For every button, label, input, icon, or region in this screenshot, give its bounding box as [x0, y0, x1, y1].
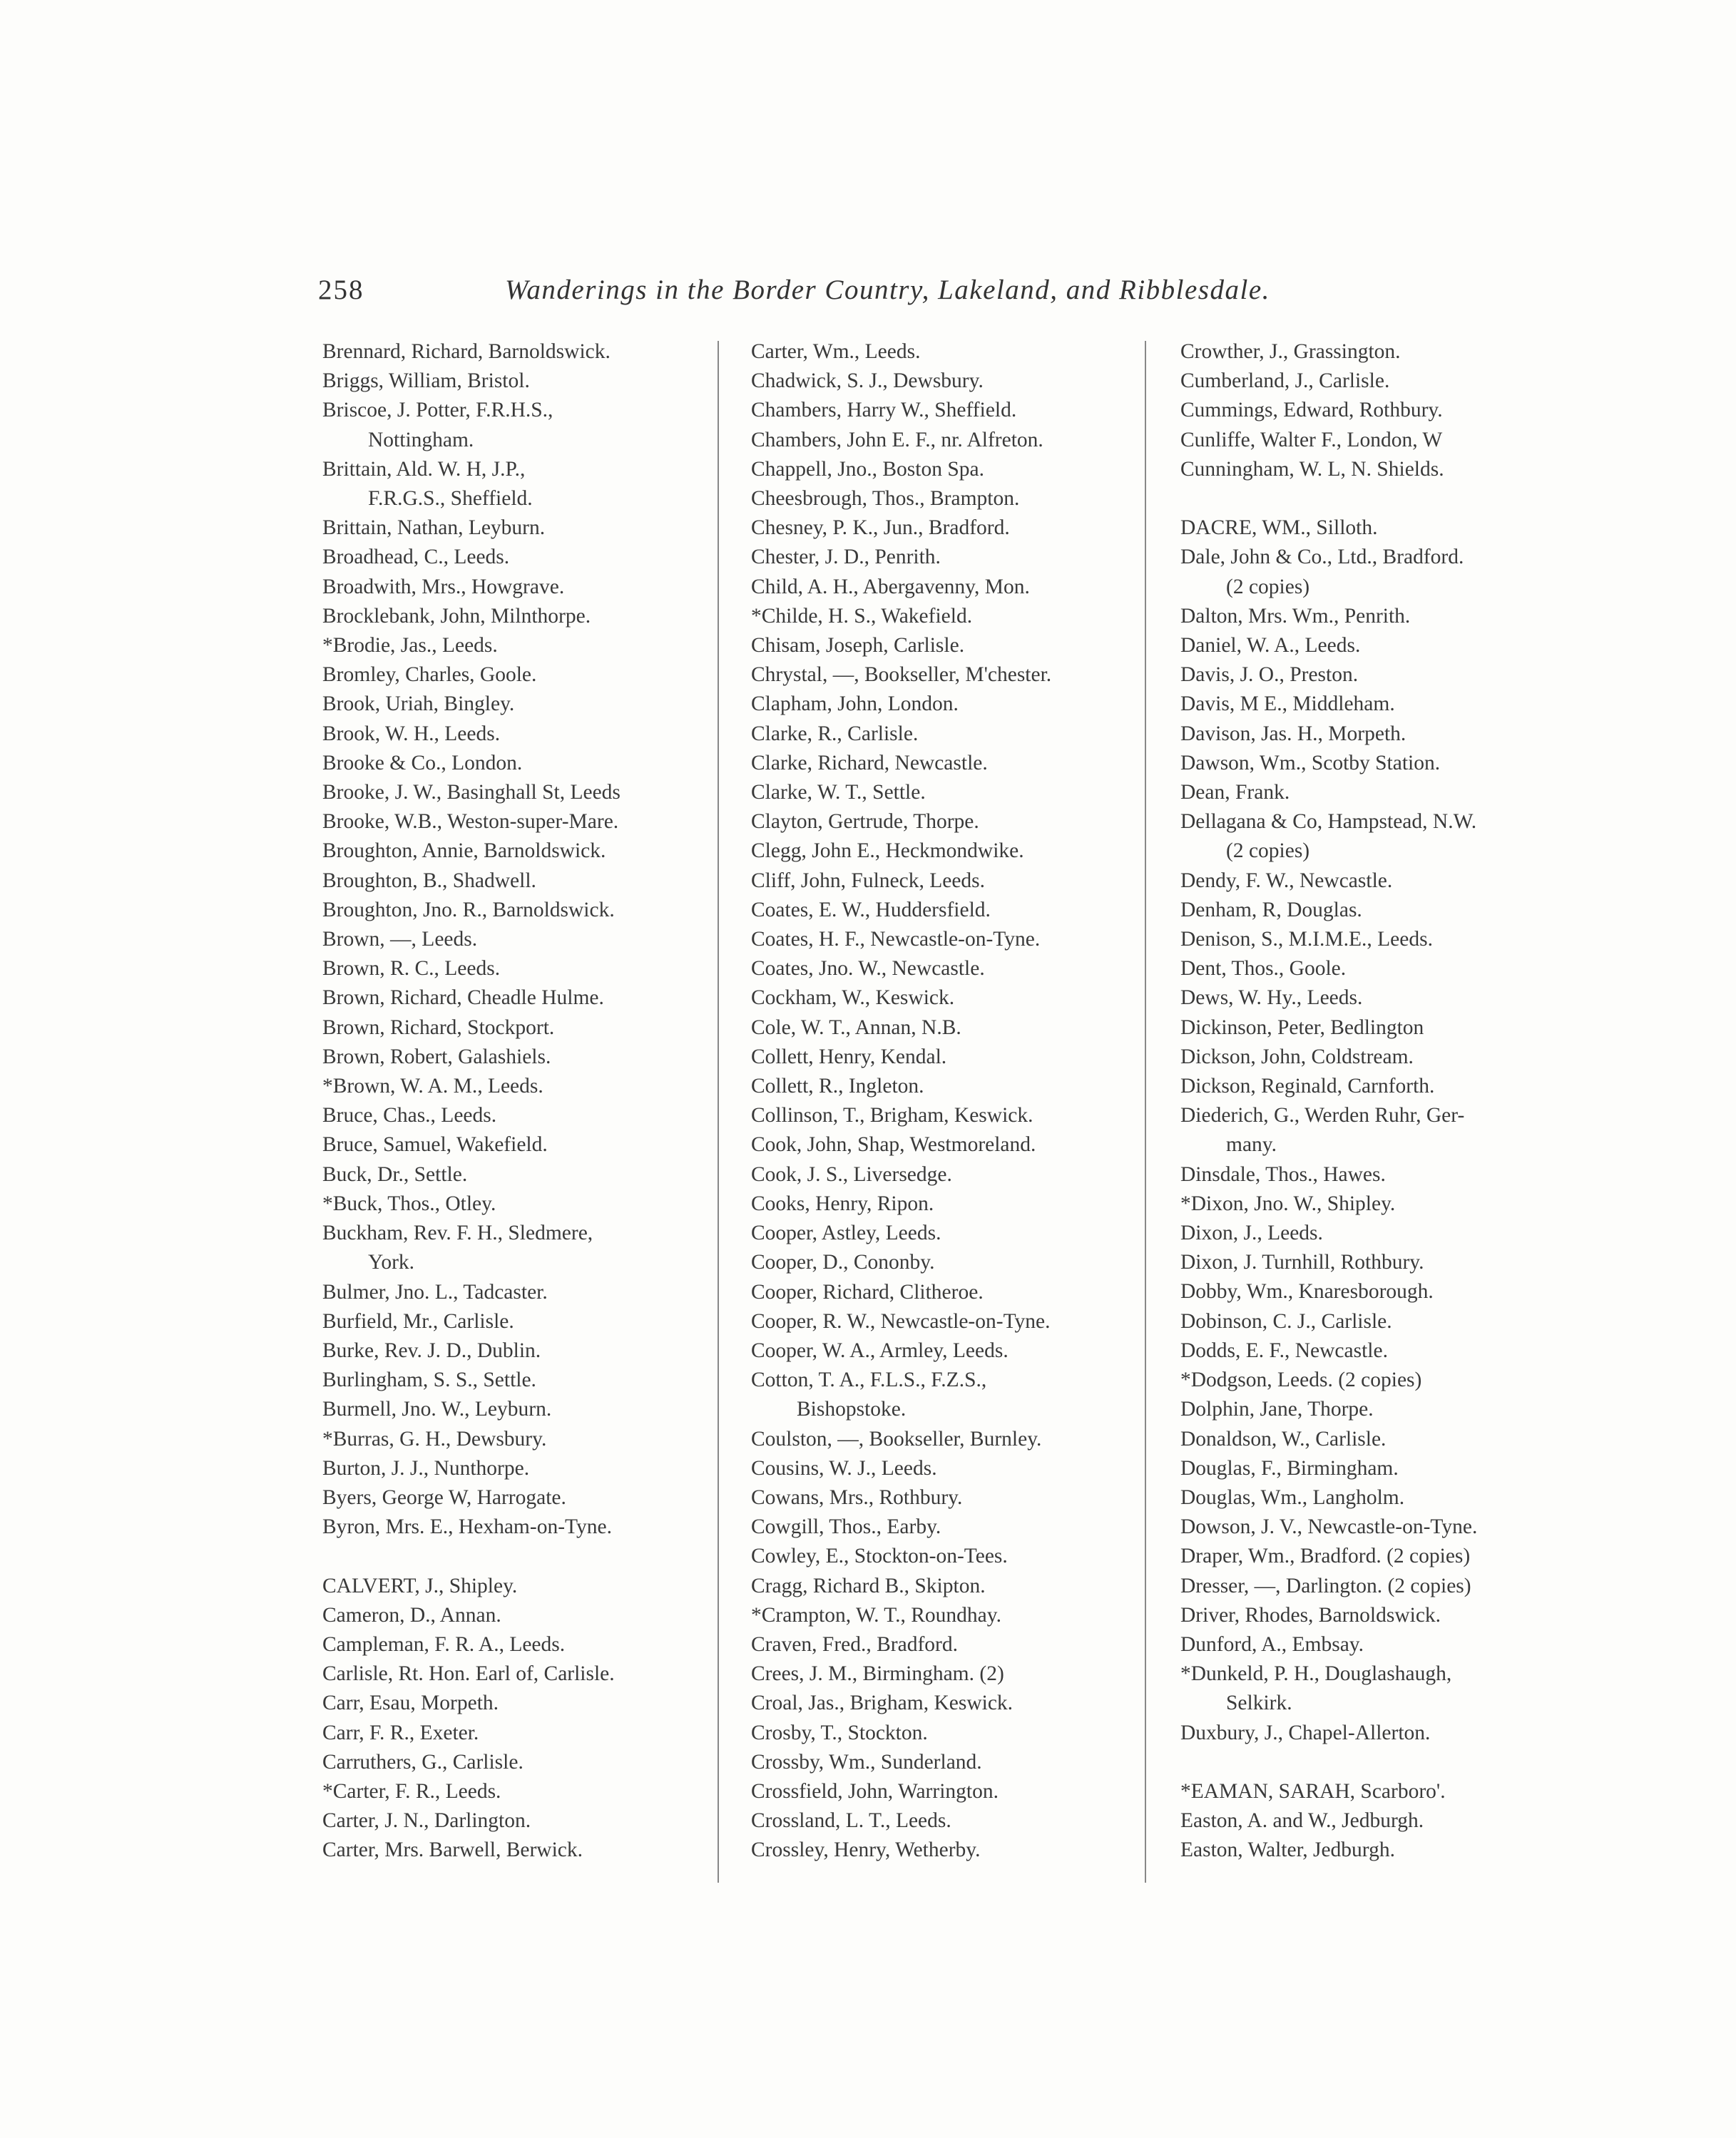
subscriber-entry: Cooper, D., Cononby. [751, 1251, 935, 1274]
subscriber-entry: Cooper, R. W., Newcastle-on-Tyne. [751, 1309, 1051, 1333]
subscriber-entry: (2 copies) [1226, 839, 1310, 863]
subscriber-entry: Crees, J. M., Birmingham. (2) [751, 1662, 1004, 1686]
subscriber-entry: Dews, W. Hy., Leeds. [1180, 986, 1363, 1010]
subscriber-entry: Dixon, J., Leeds. [1180, 1222, 1323, 1245]
subscriber-entry: *Buck, Thos., Otley. [322, 1192, 496, 1215]
subscriber-entry [322, 1542, 700, 1571]
subscriber-entry: Cliff, John, Fulneck, Leeds. [751, 869, 986, 892]
subscriber-entry: Cockham, W., Keswick. [751, 986, 955, 1010]
subscriber-entry: York. [368, 1251, 415, 1274]
subscriber-entry: Bishopstoke. [797, 1398, 907, 1421]
subscriber-entry: Brittain, Nathan, Leyburn. [322, 516, 546, 540]
subscriber-entry: Brown, Richard, Cheadle Hulme. [322, 986, 604, 1010]
subscriber-entry: Duxbury, J., Chapel-Allerton. [1180, 1721, 1431, 1744]
subscriber-entry: Broughton, Jno. R., Barnoldswick. [322, 898, 615, 921]
subscriber-entry: Crosby, T., Stockton. [751, 1721, 928, 1744]
subscriber-entry: Cotton, T. A., F.L.S., F.Z.S., [751, 1369, 987, 1392]
subscriber-entry: Selkirk. [1226, 1692, 1292, 1715]
subscriber-entry: Bromley, Charles, Goole. [322, 663, 537, 687]
subscriber-entry: Dresser, —, Darlington. (2 copies) [1180, 1574, 1471, 1597]
subscriber-entry: CALVERT, J., Shipley. [322, 1574, 518, 1597]
subscriber-entry: Collinson, T., Brigham, Keswick. [751, 1104, 1033, 1127]
subscriber-entry: Crossland, L. T., Leeds. [751, 1809, 951, 1833]
subscriber-entry: Cook, John, Shap, Westmoreland. [751, 1133, 1036, 1157]
subscriber-entry: Chesney, P. K., Jun., Bradford. [751, 516, 1010, 540]
subscriber-entry: Brittain, Ald. W. H, J.P., [322, 457, 526, 481]
subscriber-entry: Brown, Robert, Galashiels. [322, 1045, 551, 1068]
subscriber-entry: Carruthers, G., Carlisle. [322, 1750, 524, 1774]
subscriber-entry: Chisam, Joseph, Carlisle. [751, 634, 965, 658]
subscriber-entry: Broadwith, Mrs., Howgrave. [322, 575, 565, 598]
subscriber-entry: Nottingham. [368, 428, 474, 451]
subscriber-entry: *Dodgson, Leeds. (2 copies) [1180, 1369, 1422, 1392]
subscriber-entry: Dinsdale, Thos., Hawes. [1180, 1162, 1386, 1186]
subscriber-entry: Cook, J. S., Liversedge. [751, 1162, 952, 1186]
subscriber-entry: Cooks, Henry, Ripon. [751, 1192, 934, 1215]
subscriber-entry: Clegg, John E., Heckmondwike. [751, 839, 1024, 863]
subscriber-entry: Cole, W. T., Annan, N.B. [751, 1016, 961, 1039]
subscriber-entry: Crossley, Henry, Wetherby. [751, 1838, 981, 1862]
subscriber-entry: Dixon, J. Turnhill, Rothbury. [1180, 1251, 1424, 1274]
subscriber-entry: Chester, J. D., Penrith. [751, 546, 941, 569]
subscriber-entry: *Brown, W. A. M., Leeds. [322, 1075, 543, 1098]
subscriber-entry: Campleman, F. R. A., Leeds. [322, 1632, 566, 1656]
subscriber-entry: Briggs, William, Bristol. [322, 369, 530, 393]
subscriber-entry: many. [1226, 1133, 1277, 1157]
subscriber-entry: Bulmer, Jno. L., Tadcaster. [322, 1280, 548, 1304]
subscriber-entry: Dawson, Wm., Scotby Station. [1180, 751, 1441, 774]
subscriber-entry: *Burras, G. H., Dewsbury. [322, 1427, 547, 1451]
subscriber-entry: Coates, E. W., Huddersfield. [751, 898, 991, 921]
subscriber-entry: Coulston, —, Bookseller, Burnley. [751, 1427, 1042, 1451]
subscriber-entry: *Childe, H. S., Wakefield. [751, 604, 973, 628]
subscriber-entry: Dale, John & Co., Ltd., Bradford. [1180, 546, 1464, 569]
subscriber-entry: Cowgill, Thos., Earby. [751, 1515, 941, 1539]
subscriber-entry: F.R.G.S., Sheffield. [368, 487, 533, 511]
subscriber-entry: Brennard, Richard, Barnoldswick. [322, 340, 611, 363]
subscriber-entry: Dickson, Reginald, Carnforth. [1180, 1075, 1435, 1098]
subscriber-entry: Child, A. H., Abergavenny, Mon. [751, 575, 1030, 598]
subscriber-entry: Brook, Uriah, Bingley. [322, 692, 515, 716]
subscriber-entry: Coates, Jno. W., Newcastle. [751, 957, 985, 981]
subscriber-entry: Cameron, D., Annan. [322, 1603, 501, 1627]
subscriber-entry: Burton, J. J., Nunthorpe. [322, 1456, 530, 1480]
subscriber-entry: Easton, Walter, Jedburgh. [1180, 1838, 1395, 1862]
subscriber-entry: Clayton, Gertrude, Thorpe. [751, 810, 979, 834]
subscriber-entry: Cheesbrough, Thos., Brampton. [751, 487, 1020, 511]
subscriber-entry: Brown, Richard, Stockport. [322, 1016, 555, 1039]
subscriber-entry: *Dixon, Jno. W., Shipley. [1180, 1192, 1396, 1215]
subscriber-entry: Dellagana & Co, Hampstead, N.W. [1180, 810, 1477, 834]
subscriber-entry: *Carter, F. R., Leeds. [322, 1779, 501, 1803]
subscriber-column-2 [751, 337, 1129, 1866]
subscriber-entry: Burfield, Mr., Carlisle. [322, 1309, 514, 1333]
subscriber-entry: Davis, J. O., Preston. [1180, 663, 1359, 687]
subscriber-entry: Easton, A. and W., Jedburgh. [1180, 1809, 1424, 1833]
subscriber-entry: Brocklebank, John, Milnthorpe. [322, 604, 591, 628]
subscriber-entry [1180, 484, 1566, 513]
subscriber-entry: Croal, Jas., Brigham, Keswick. [751, 1692, 1013, 1715]
subscriber-entry: Davis, M E., Middleham. [1180, 692, 1395, 716]
subscriber-entry: Cowley, E., Stockton-on-Tees. [751, 1545, 1008, 1568]
subscriber-entry: Cummings, Edward, Rothbury. [1180, 399, 1443, 422]
subscriber-entry: *Dunkeld, P. H., Douglashaugh, [1180, 1662, 1452, 1686]
column-divider [718, 341, 719, 1883]
subscriber-entry: Carr, F. R., Exeter. [322, 1721, 479, 1744]
subscriber-entry: Chrystal, —, Bookseller, M'chester. [751, 663, 1052, 687]
subscriber-entry: Denison, S., M.I.M.E., Leeds. [1180, 928, 1433, 951]
subscriber-entry: Davison, Jas. H., Morpeth. [1180, 722, 1406, 745]
subscriber-entry: Chadwick, S. J., Dewsbury. [751, 369, 984, 393]
subscriber-entry: Driver, Rhodes, Barnoldswick. [1180, 1603, 1441, 1627]
subscriber-entry [1180, 1748, 1566, 1777]
subscriber-entry: Clarke, W. T., Settle. [751, 781, 926, 804]
subscriber-entry: Byers, George W, Harrogate. [322, 1485, 566, 1509]
subscriber-entry: Cunliffe, Walter F., London, W [1180, 428, 1443, 451]
subscriber-entry: Donaldson, W., Carlisle. [1180, 1427, 1387, 1451]
subscriber-entry: Dobby, Wm., Knaresborough. [1180, 1280, 1434, 1304]
subscriber-entry: Brooke, J. W., Basinghall St, Leeds [322, 781, 621, 804]
subscriber-entry: Chappell, Jno., Boston Spa. [751, 457, 984, 481]
subscriber-entry: Diederich, G., Werden Ruhr, Ger- [1180, 1104, 1465, 1127]
subscriber-entry: Cooper, W. A., Armley, Leeds. [751, 1339, 1009, 1362]
subscriber-entry: Briscoe, J. Potter, F.R.H.S., [322, 399, 553, 422]
subscriber-entry: Bruce, Samuel, Wakefield. [322, 1133, 548, 1157]
subscriber-entry: Dunford, A., Embsay. [1180, 1632, 1364, 1656]
running-title: Wanderings in the Border Country, Lakeland, and Ribblesdale. [505, 275, 1270, 305]
subscriber-entry: Cooper, Astley, Leeds. [751, 1222, 941, 1245]
subscriber-entry: *Crampton, W. T., Roundhay. [751, 1603, 1001, 1627]
subscriber-entry: Coates, H. F., Newcastle-on-Tyne. [751, 928, 1041, 951]
subscriber-entry: Byron, Mrs. E., Hexham-on-Tyne. [322, 1515, 612, 1539]
subscriber-entry: Dalton, Mrs. Wm., Penrith. [1180, 604, 1411, 628]
subscriber-entry: Buckham, Rev. F. H., Sledmere, [322, 1222, 593, 1245]
subscriber-entry: Carlisle, Rt. Hon. Earl of, Carlisle. [322, 1662, 615, 1686]
subscriber-entry: Dolphin, Jane, Thorpe. [1180, 1398, 1374, 1421]
subscriber-entry: Cooper, Richard, Clitheroe. [751, 1280, 984, 1304]
subscriber-entry: Broadhead, C., Leeds. [322, 546, 510, 569]
subscriber-entry: Cragg, Richard B., Skipton. [751, 1574, 986, 1597]
subscriber-entry: Chambers, John E. F., nr. Alfreton. [751, 428, 1043, 451]
subscriber-entry: Carter, Mrs. Barwell, Berwick. [322, 1838, 583, 1862]
subscriber-entry: Dowson, J. V., Newcastle-on-Tyne. [1180, 1515, 1478, 1539]
subscriber-entry: Dean, Frank. [1180, 781, 1290, 804]
subscriber-entry: Crossfield, John, Warrington. [751, 1779, 999, 1803]
subscriber-entry: (2 copies) [1226, 575, 1310, 598]
subscriber-entry: Cunningham, W. L, N. Shields. [1180, 457, 1444, 481]
subscriber-entry: Douglas, Wm., Langholm. [1180, 1485, 1405, 1509]
subscriber-entry: *Brodie, Jas., Leeds. [322, 634, 498, 658]
subscriber-entry: Cumberland, J., Carlisle. [1180, 369, 1390, 393]
subscriber-entry: Brooke, W.B., Weston-super-Mare. [322, 810, 619, 834]
subscriber-entry: Collett, Henry, Kendal. [751, 1045, 947, 1068]
subscriber-entry: Dodds, E. F., Newcastle. [1180, 1339, 1388, 1362]
subscriber-entry: Brown, —, Leeds. [322, 928, 478, 951]
subscriber-entry: Dickson, John, Coldstream. [1180, 1045, 1414, 1068]
subscriber-entry: Brooke & Co., London. [322, 751, 523, 774]
page-number: 258 [318, 275, 364, 305]
subscriber-entry: Clarke, R., Carlisle. [751, 722, 919, 745]
subscriber-entry: Burlingham, S. S., Settle. [322, 1369, 536, 1392]
subscriber-entry: Draper, Wm., Bradford. (2 copies) [1180, 1545, 1471, 1568]
subscriber-entry: Bruce, Chas., Leeds. [322, 1104, 497, 1127]
subscriber-entry: *EAMAN, SARAH, Scarboro'. [1180, 1779, 1446, 1803]
subscriber-entry: Broughton, B., Shadwell. [322, 869, 536, 892]
running-header [318, 274, 1388, 317]
subscriber-entry: Crossby, Wm., Sunderland. [751, 1750, 982, 1774]
subscriber-entry: Dendy, F. W., Newcastle. [1180, 869, 1393, 892]
subscriber-entry: Buck, Dr., Settle. [322, 1162, 468, 1186]
subscriber-entry: Clapham, John, London. [751, 692, 959, 716]
subscriber-entry: Carter, J. N., Darlington. [322, 1809, 531, 1833]
subscriber-entry: Brook, W. H., Leeds. [322, 722, 501, 745]
subscriber-entry: Douglas, F., Birmingham. [1180, 1456, 1399, 1480]
subscriber-entry: Dent, Thos., Goole. [1180, 957, 1347, 981]
subscriber-entry: Clarke, Richard, Newcastle. [751, 751, 988, 774]
subscriber-entry: Cowans, Mrs., Rothbury. [751, 1485, 963, 1509]
column-divider [1145, 341, 1146, 1883]
subscriber-entry: Brown, R. C., Leeds. [322, 957, 501, 981]
subscriber-entry: DACRE, WM., Silloth. [1180, 516, 1378, 540]
subscriber-entry: Daniel, W. A., Leeds. [1180, 634, 1361, 658]
subscriber-entry: Collett, R., Ingleton. [751, 1075, 924, 1098]
subscriber-column-1 [322, 337, 700, 1866]
subscriber-entry: Carter, Wm., Leeds. [751, 340, 921, 363]
subscriber-entry: Cousins, W. J., Leeds. [751, 1456, 937, 1480]
subscriber-entry: Crowther, J., Grassington. [1180, 340, 1401, 363]
subscriber-entry: Burke, Rev. J. D., Dublin. [322, 1339, 541, 1362]
subscriber-entry: Carr, Esau, Morpeth. [322, 1692, 499, 1715]
subscriber-entry: Craven, Fred., Bradford. [751, 1632, 959, 1656]
subscriber-entry: Dobinson, C. J., Carlisle. [1180, 1309, 1392, 1333]
subscriber-entry: Denham, R, Douglas. [1180, 898, 1362, 921]
subscriber-entry: Chambers, Harry W., Sheffield. [751, 399, 1017, 422]
subscriber-entry: Dickinson, Peter, Bedlington [1180, 1016, 1424, 1039]
subscriber-entry: Burmell, Jno. W., Leyburn. [322, 1398, 552, 1421]
subscriber-entry: Broughton, Annie, Barnoldswick. [322, 839, 606, 863]
subscriber-column-3 [1180, 337, 1566, 1866]
